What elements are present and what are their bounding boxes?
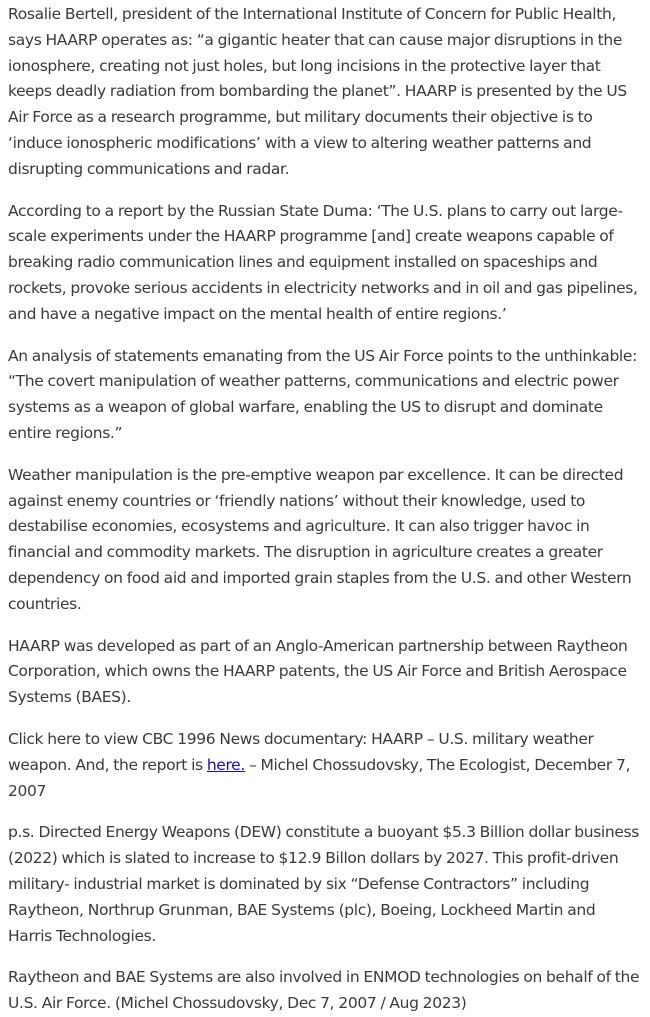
paragraph-enmod: Raytheon and BAE Systems are also involved in ENMOD technologies on behalf of the U.S. Air Force. (Michel Chossudovsky, Dec 7, 2007 / Aug 2023) bbox=[8, 968, 640, 1013]
paragraph-weather-manipulation: Weather manipulation is the pre-emptive weapon par excellence. It can be directed against enemy countries or ‘friendly nations’ without their knowledge, used to destabilise economies, ecosystems and agriculture. It can also trigger havoc in financial and commodity markets. The disruption in agriculture creates a greater dependency on food aid and imported grain staples from the U.S. and other Western countries. bbox=[8, 465, 632, 613]
paragraph-bertell-quote: Rosalie Bertell, president of the International Institute of Concern for Public Health, says HAARP operates as: “a gigantic heater that can cause major disruptions in the ionosphere, creating not just holes, but long incisions in the protective layer that keeps deadly radiation from bombarding the planet”. HAARP is presented by the US Air Force as a research programme, but military documents their objective is to ‘induce ionospheric modifications’ with a view to altering weather patterns and disrupting communications and radar. bbox=[8, 5, 627, 178]
documentary-text: Click here to view CBC 1996 News documentary: HAARP – U.S. military weather weapon. And, the report is bbox=[8, 729, 594, 774]
documentary-attribution: – Michel Chossudovsky, The Ecologist, December 7, 2007 bbox=[8, 755, 631, 800]
report-link[interactable]: here. bbox=[206, 755, 245, 774]
paragraph-haarp-partnership: HAARP was developed as part of an Anglo-American partnership between Raytheon Corporation, which owns the HAARP patents, the US Air Force and British Aerospace Systems (BAES). bbox=[8, 636, 628, 707]
paragraph-documentary bbox=[8, 727, 642, 804]
paragraph-state-duma: According to a report by the Russian State Duma: ‘The U.S. plans to carry out large-scale experiments under the HAARP programme [and] create weapons capable of breaking radio communication lines and equipment installed on spaceships and rockets, provoke serious accidents in electricity networks and in oil and gas pipelines, and have a negative impact on the mental health of entire regions.’ bbox=[8, 201, 638, 323]
paragraph-dew-market: p.s. Directed Energy Weapons (DEW) constitute a buoyant $5.3 Billion dollar business (2022) which is slated to increase to $12.9 Billon dollars by 2027. This profit-driven military- industrial market is dominated by six “Defense Contractors” including Raytheon, Northrup Grunman, BAE Systems (plc), Boeing, Lockheed Martin and Harris Technologies. bbox=[8, 823, 639, 945]
paragraph-air-force-analysis: An analysis of statements emanating from the US Air Force points to the unthinkable: “The covert manipulation of weather patterns, communications and electric power systems as a weapon of global warfare, enabling the US to disrupt and dominate entire regions.” bbox=[8, 346, 637, 442]
